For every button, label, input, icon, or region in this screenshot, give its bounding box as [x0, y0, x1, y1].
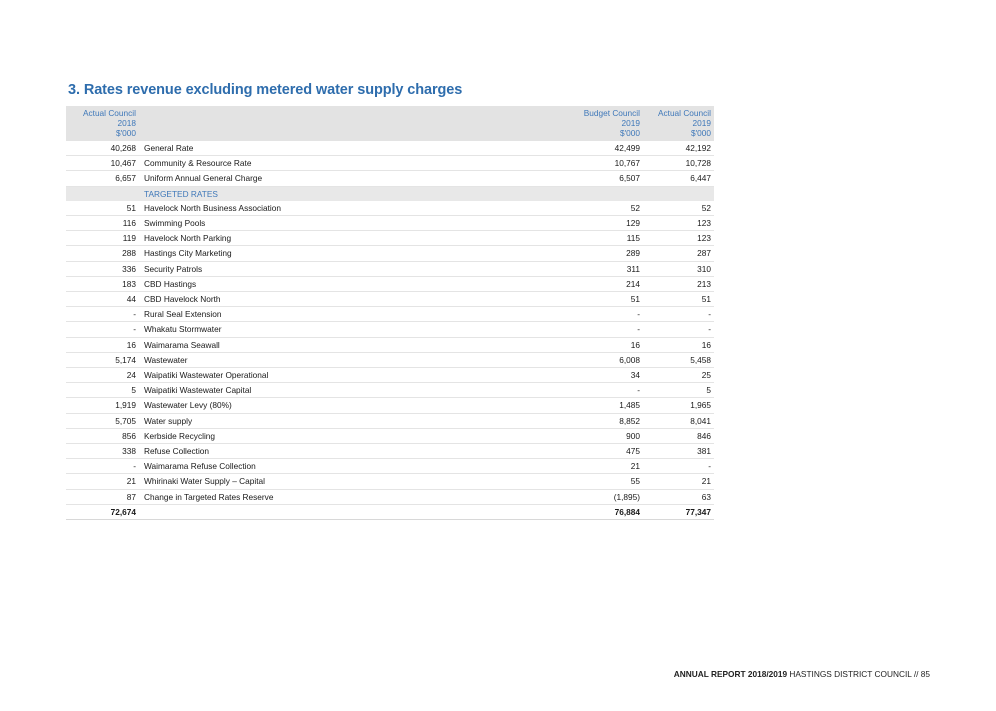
targeted-rates-subheading: TARGETED RATES [66, 186, 714, 201]
total-row: 72,674 76,884 77,347 [66, 504, 714, 519]
header-budget-2019: Budget Council 2019 $'000 [571, 106, 643, 141]
footer-report-title: ANNUAL REPORT 2018/2019 [673, 669, 788, 679]
table-body [66, 141, 714, 520]
table-row: 21 Whirinaki Water Supply – Capital 55 21 [66, 474, 714, 489]
header-label [139, 106, 571, 141]
table-row: 336 Security Patrols 311 310 [66, 261, 714, 276]
table-row: 116 Swimming Pools 129 123 [66, 216, 714, 231]
table-row: 10,467 Community & Resource Rate 10,767 10,728 [66, 156, 714, 171]
table-row: 338 Refuse Collection 475 381 [66, 444, 714, 459]
table-row: 44 CBD Havelock North 51 51 [66, 292, 714, 307]
table-row: - Rural Seal Extension - - [66, 307, 714, 322]
table-row: 40,268 General Rate 42,499 42,192 [66, 141, 714, 156]
table-row: 856 Kerbside Recycling 900 846 [66, 428, 714, 443]
rates-revenue-table [66, 106, 714, 520]
header-actual-2018: Actual Council 2018 $'000 [66, 106, 139, 141]
header-actual-2019: Actual Council 2019 $'000 [643, 106, 714, 141]
footer-council-page: HASTINGS DISTRICT COUNCIL // 85 [789, 669, 930, 679]
table-row: 288 Hastings City Marketing 289 287 [66, 246, 714, 261]
table-row: 5 Waipatiki Wastewater Capital - 5 [66, 383, 714, 398]
table-row: 119 Havelock North Parking 115 123 [66, 231, 714, 246]
table-row: 1,919 Wastewater Levy (80%) 1,485 1,965 [66, 398, 714, 413]
table-row: - Waimarama Refuse Collection 21 - [66, 459, 714, 474]
table-header-row [66, 106, 714, 141]
table-row: 16 Waimarama Seawall 16 16 [66, 337, 714, 352]
page-footer [674, 669, 930, 679]
table-row: 5,705 Water supply 8,852 8,041 [66, 413, 714, 428]
page-title: 3. Rates revenue excluding metered water supply charges [68, 82, 463, 98]
table-row: 87 Change in Targeted Rates Reserve (1,895) 63 [66, 489, 714, 504]
table-row: 6,657 Uniform Annual General Charge 6,507 6,447 [66, 171, 714, 186]
table-row: - Whakatu Stormwater - - [66, 322, 714, 337]
table-row: 5,174 Wastewater 6,008 5,458 [66, 352, 714, 367]
table-row: 24 Waipatiki Wastewater Operational 34 25 [66, 368, 714, 383]
table-row: 51 Havelock North Business Association 52 52 [66, 201, 714, 216]
table-row: 183 CBD Hastings 214 213 [66, 276, 714, 291]
